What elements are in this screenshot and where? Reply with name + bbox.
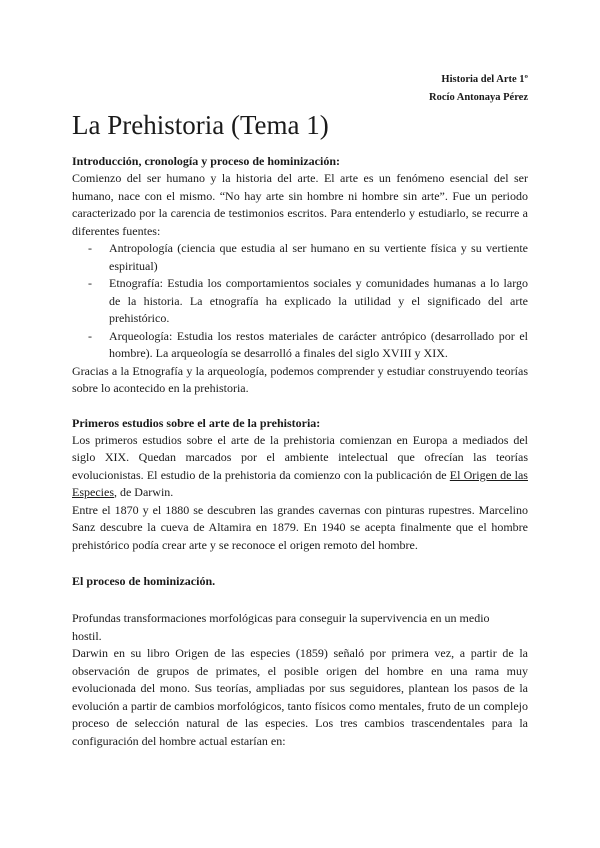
list-item-text: Arqueología: Estudia los restos materiales de carácter antrópico (desarrollado por el hombre). La arqueología se desarrolló a finales del siglo XVIII y XIX. xyxy=(109,328,528,360)
paragraph: Gracias a la Etnografía y la arqueología, podemos comprender y estudiar construyendo teorías sobre lo acontecido en la prehistoria. xyxy=(72,363,528,395)
section-heading: Introducción, cronología y proceso de hominización: xyxy=(72,154,341,168)
sources-list xyxy=(72,240,528,363)
list-dash: - xyxy=(88,241,92,255)
paragraph-text: , de Darwin. xyxy=(113,485,174,499)
book-title: El Origen de las Especies xyxy=(72,467,528,499)
paragraph: Entre el 1870 y el 1880 se descubren las grandes cavernas con pinturas rupestres. Marcelino Sanz descubre la cueva de Altamira en 1879. En 1940 se acepta finalmente que el hombre prehistórico podía crear arte y se reconoce el origen remoto del hombre. xyxy=(72,502,528,552)
section-first-studies xyxy=(72,414,528,555)
list-item-text: Antropología (ciencia que estudia al ser humano en su vertiente física y su vertiente espiritual) xyxy=(109,241,528,273)
page-title: La Prehistoria (Tema 1) xyxy=(72,110,329,140)
section-intro xyxy=(72,152,528,398)
section-heading: Primeros estudios sobre el arte de la prehistoria: xyxy=(72,415,321,430)
section-heading: El proceso de hominización. xyxy=(72,574,216,588)
paragraph xyxy=(72,432,528,502)
paragraph: Comienzo del ser humano y la historia del arte. El arte es un fenómeno esencial del ser humano, nace con el mismo. “No hay arte sin hombre ni hombre sin arte”. Fue un periodo caracterizado por la carencia de testimonios escritos. Para entenderlo y estudiarlo, se recurre a diferentes fuentes: xyxy=(72,171,528,238)
list-dash: - xyxy=(88,328,92,343)
list-item xyxy=(72,275,528,328)
section-hominization xyxy=(72,572,528,750)
list-dash: - xyxy=(88,276,92,290)
document-header xyxy=(429,71,528,107)
document-body xyxy=(72,152,528,750)
list-item xyxy=(72,240,528,275)
author-name: Rocío Antonaya Pérez xyxy=(429,92,528,103)
course-label: Historia del Arte 1º xyxy=(441,74,528,85)
paragraph-text: Los primeros estudios sobre el arte de la prehistoria comienzan en Europa a mediados del siglo XIX. Quedan marcados por el ambiente intelectual que ofrecían las teorías evolucionistas. El estudio de la prehistoria da comienzo con la publicación de xyxy=(72,432,528,482)
list-item-text: Etnografía: Estudia los comportamientos sociales y comunidades humanas a lo largo de la historia. La etnografía ha explicado la utilidad y el significado del arte prehistórico. xyxy=(109,276,528,325)
paragraph: Profundas transformaciones morfológicas para conseguir la supervivencia en un medio hostil. xyxy=(72,611,490,643)
list-item xyxy=(72,328,528,363)
paragraph: Darwin en su libro Origen de las especies (1859) señaló por primera vez, a partir de la observación de grupos de primates, el posible origen del hombre en una rama muy evolucionada del mono. Sus teorías, ampliadas por sus seguidores, plantean los pasos de la evolución a partir de cambios morfológicos, tanto físicos como mentales, fruto de un complejo proceso de selección natural de las especies. Los tres cambios trascendentales para la configuración del hombre actual estarían en: xyxy=(72,646,528,748)
